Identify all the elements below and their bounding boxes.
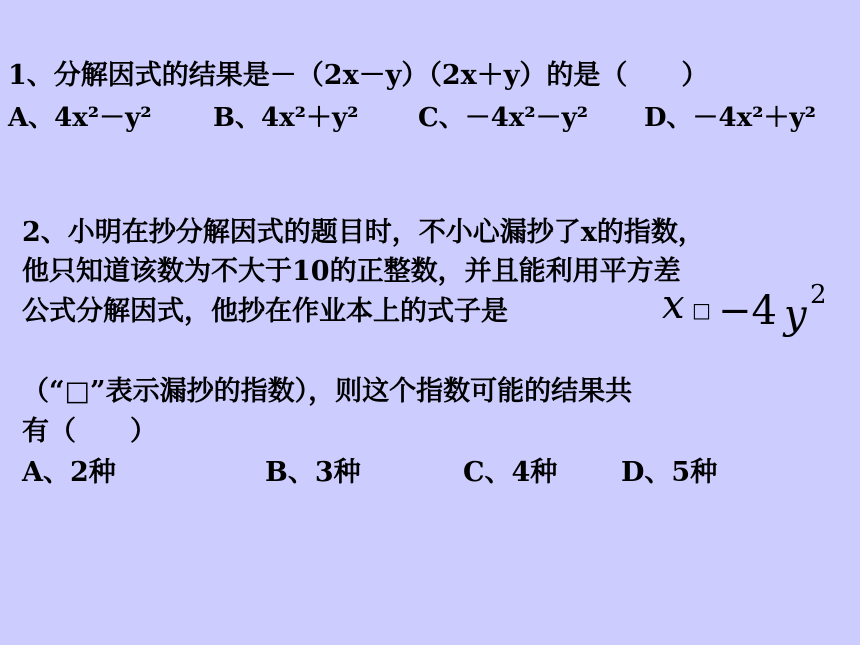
question-2-line-1: 2、小明在抄分解因式的题目时，不小心漏抄了x的指数， — [22, 217, 705, 248]
expr-missing-exponent-box: □ — [692, 298, 711, 322]
question-2-line-5: 有（ ） — [22, 416, 157, 447]
question-1-options — [8, 100, 816, 136]
expr-x: x — [662, 282, 685, 328]
question-1-stem: 1、分解因式的结果是－（2x－y）（2x＋y）的是（ ） — [8, 60, 709, 91]
q1-option-a: A、4x²－y² — [8, 103, 152, 133]
expr-minus-four: −4 — [718, 288, 777, 334]
q1-option-b: B、4x²＋y² — [213, 103, 359, 133]
expr-exponent-2: 2 — [810, 280, 827, 310]
q1-option-c: C、－4x²－y² — [418, 103, 589, 133]
q2-option-c: C、4种 — [463, 457, 558, 488]
q1-option-d: D、－4x²＋y² — [644, 103, 817, 133]
question-2-line-4: （“□”表示漏抄的指数），则这个指数可能的结果共 — [22, 376, 633, 407]
question-2-line-3: 公式分解因式，他抄在作业本上的式子是 — [22, 296, 508, 327]
q2-option-a: A、2种 — [22, 457, 116, 488]
expr-y: y — [784, 292, 807, 338]
q2-option-b: B、3种 — [265, 457, 361, 488]
question-2-options — [22, 455, 717, 491]
q2-option-d: D、5种 — [621, 457, 718, 488]
question-2-line-2: 他只知道该数为不大于10的正整数，并且能利用平方差 — [22, 256, 681, 287]
